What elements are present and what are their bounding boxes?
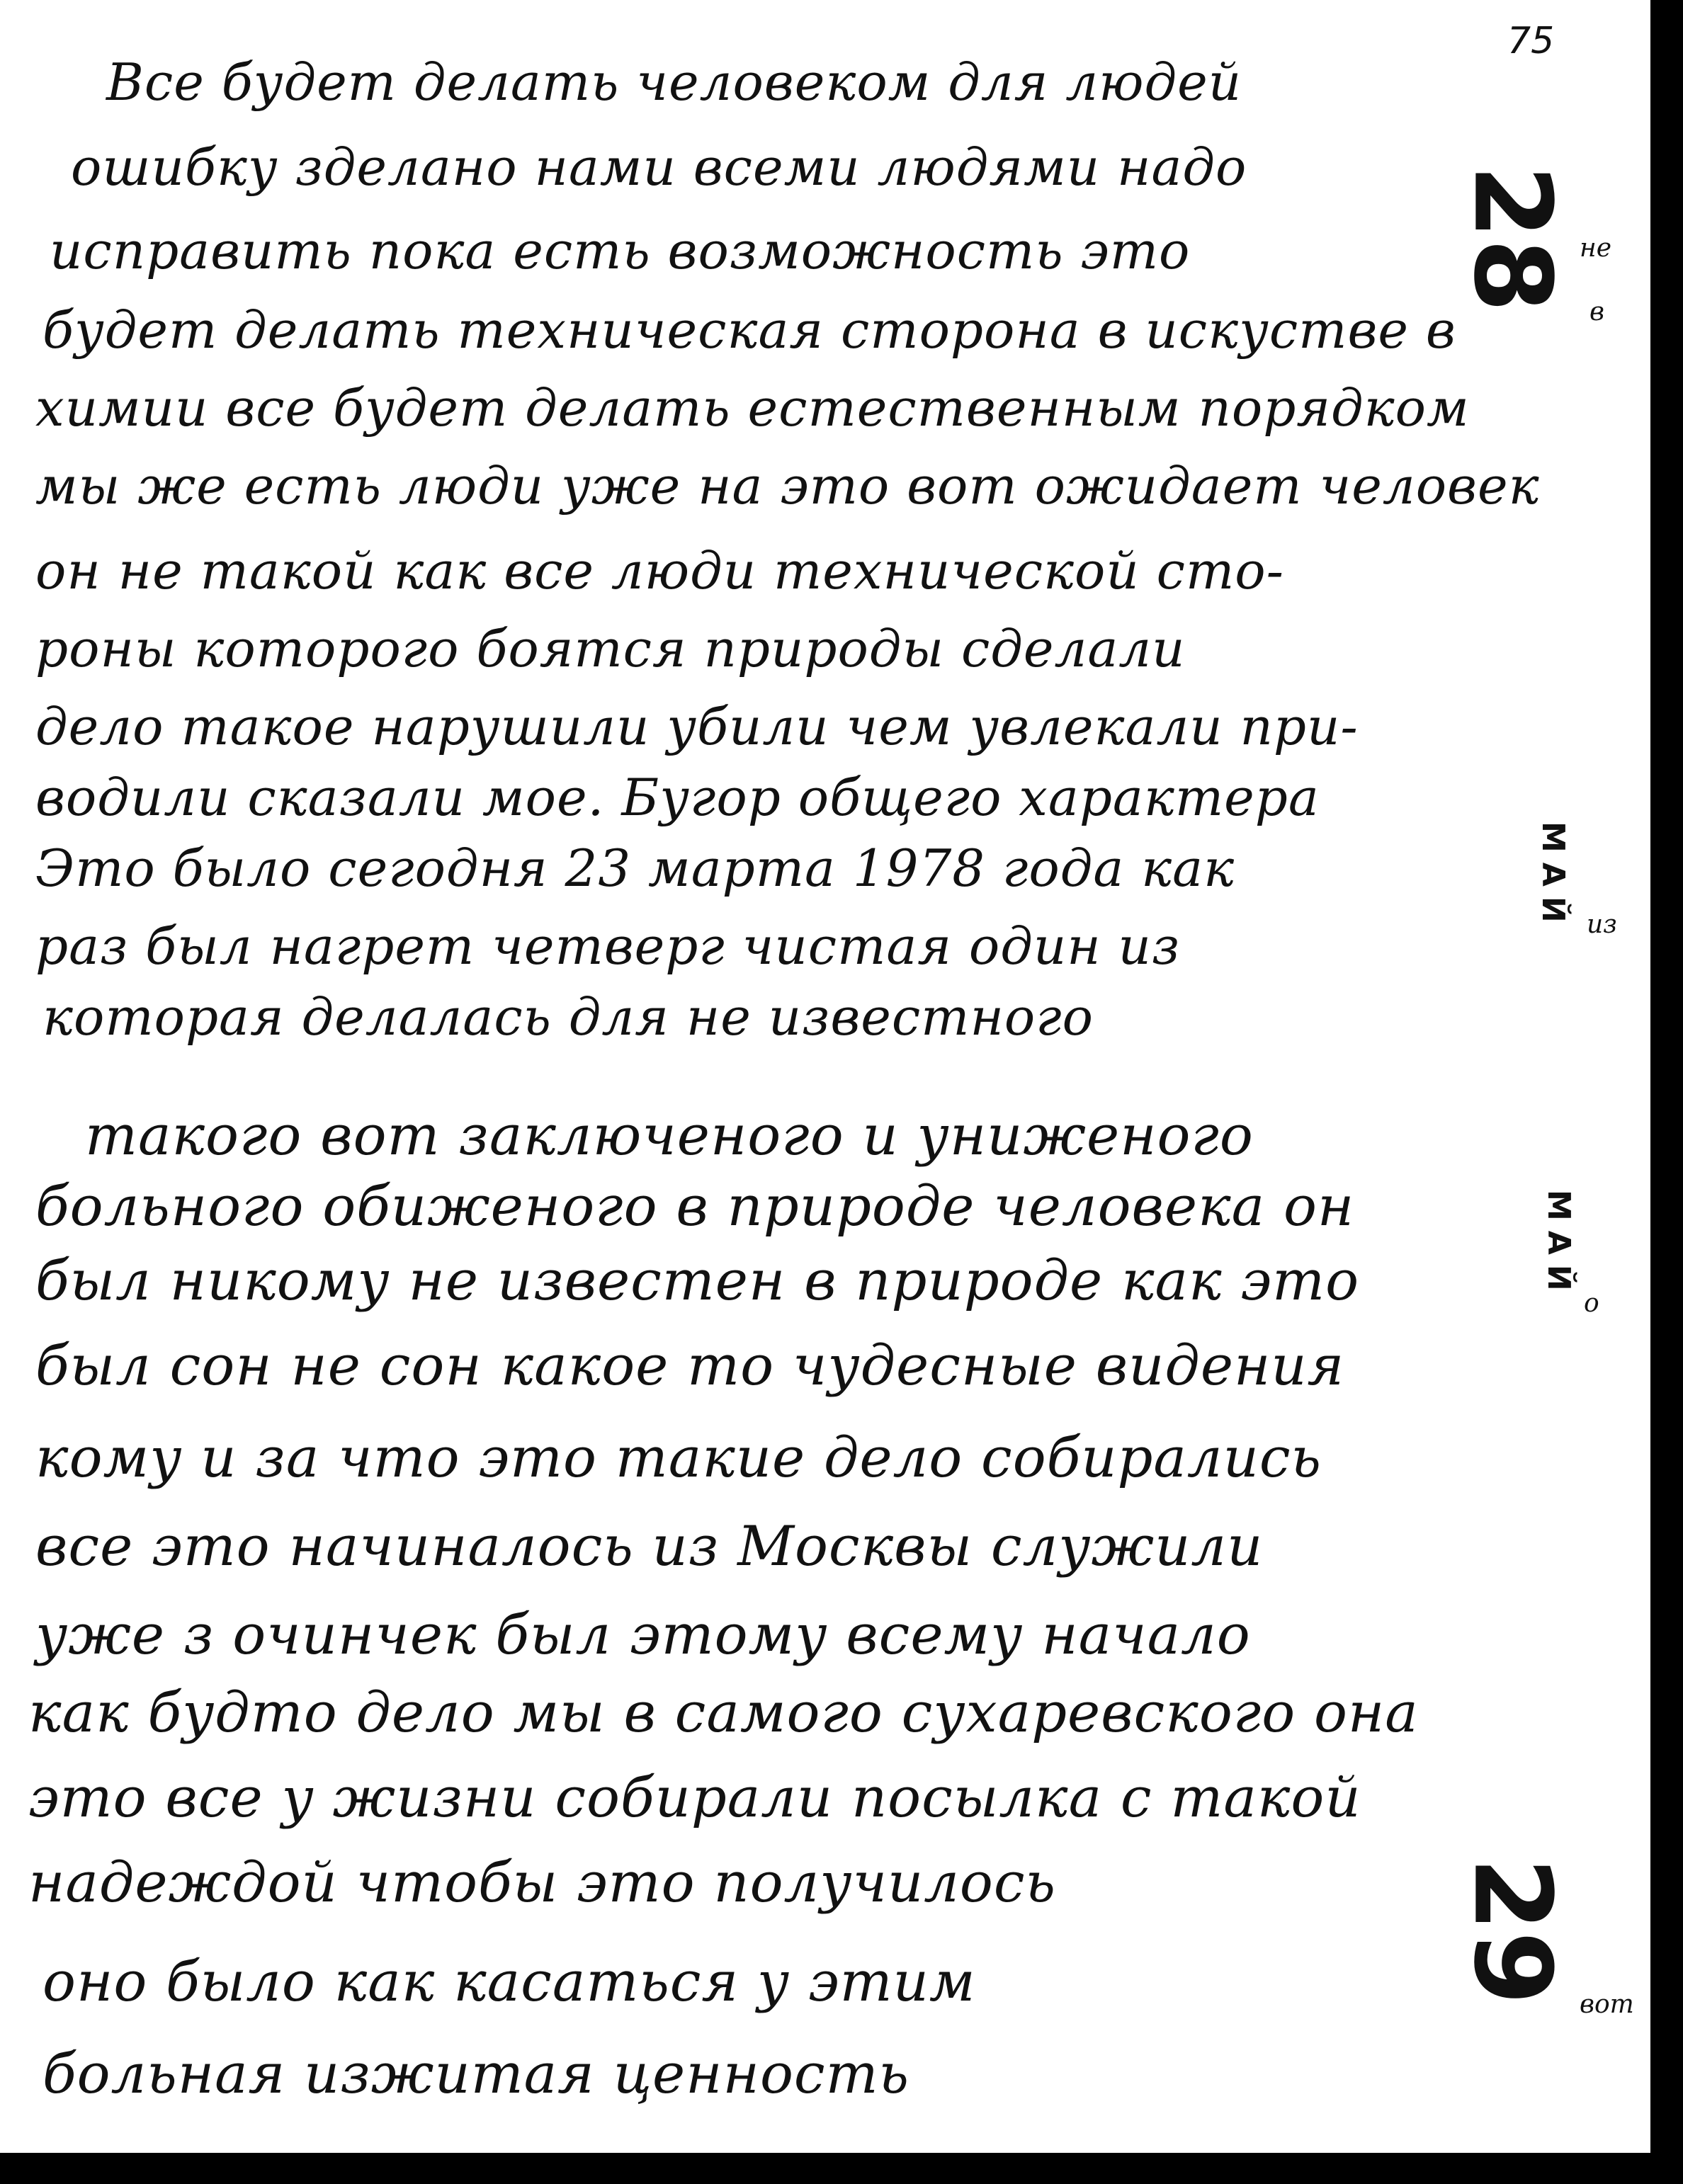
- text-line: больная изжитая ценность: [42, 2042, 910, 2106]
- margin-note: из: [1587, 910, 1617, 939]
- text-line: раз был нагрет четверг чистая один из: [35, 916, 1181, 976]
- margin-note: в: [1590, 297, 1604, 326]
- text-line: исправить пока есть возможность это: [50, 221, 1191, 280]
- text-line: Все будет делать человеком для людей: [106, 52, 1242, 112]
- text-line: дело такое нарушили убили чем увлекали при-: [35, 697, 1359, 756]
- text-line: Это было сегодня 23 марта 1978 года как: [35, 838, 1235, 898]
- stamp-number-top: 28: [1450, 164, 1574, 313]
- margin-note: о: [1584, 1289, 1599, 1318]
- text-line: уже з очинчек был этому всему начало: [35, 1603, 1251, 1667]
- text-line: больного обиженого в природе человека он: [35, 1175, 1355, 1239]
- text-line: оно было как касаться у этим: [42, 1950, 976, 2014]
- text-line: он не такой как все люди технической сто-: [35, 541, 1284, 601]
- text-line: такого вот заключеного и униженого: [85, 1104, 1254, 1168]
- text-line: все это начиналось из Москвы служили: [35, 1515, 1264, 1579]
- text-line: кому и за что это такие дело собирались: [35, 1426, 1322, 1490]
- text-line: ошибку зделано нами всеми людями надо: [71, 137, 1247, 197]
- scan-border-bottom: [0, 2153, 1683, 2184]
- margin-note: вот: [1580, 1990, 1634, 2019]
- text-line: был сон не сон какое то чудесные видения: [35, 1334, 1345, 1398]
- stamp-word-may-2: МАЙ: [1541, 1190, 1577, 1301]
- scan-border-right: [1650, 0, 1683, 2184]
- stamp-word-may-1: МАЙ: [1535, 821, 1571, 933]
- text-line: которая делалась для не известного: [42, 987, 1094, 1047]
- stamp-number-bottom: 29: [1450, 1857, 1574, 2006]
- page-number: 75: [1507, 20, 1555, 62]
- text-line: водили сказали мое. Бугор общего характера: [35, 768, 1320, 827]
- text-line: роны которого боятся природы сделали: [35, 619, 1186, 678]
- text-line: будет делать техническая сторона в искустве в: [42, 300, 1456, 360]
- text-line: был никому не известен в природе как это: [35, 1249, 1360, 1313]
- margin-note: не: [1580, 234, 1612, 263]
- text-line: это все у жизни собирали посылка с такой: [28, 1766, 1361, 1830]
- text-line: химии все будет делать естественным порядком: [35, 378, 1470, 438]
- text-line: мы же есть люди уже на это вот ожидает человек: [35, 456, 1540, 516]
- text-line: как будто дело мы в самого сухаревского она: [28, 1681, 1419, 1745]
- text-line: надеждой чтобы это получилось: [28, 1851, 1056, 1915]
